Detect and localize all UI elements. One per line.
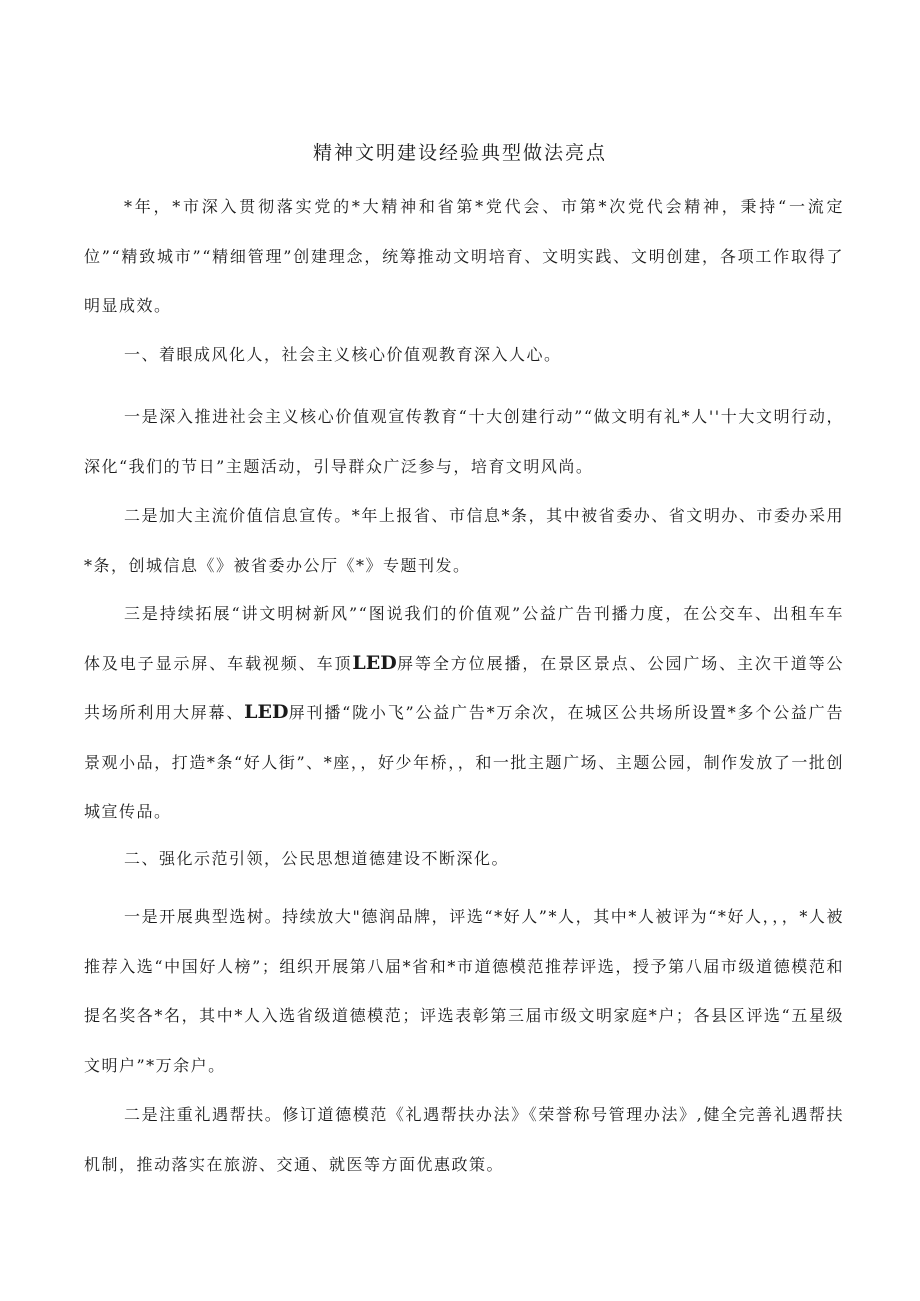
document-title: 精神文明建设经验典型做法亮点 bbox=[312, 142, 607, 164]
led-term: LED bbox=[352, 651, 397, 674]
section-1-item-3-text-a: 三是持续拓展“讲文明树新风”“图说我们的价值观”公益广告刊播力度，在公交车、出租车车体及电子显示屏、车载视频、车顶 bbox=[84, 604, 844, 673]
section-1-heading: 一、着眼成风化人，社会主义核心价值观教育深入人心。 bbox=[124, 345, 562, 364]
section-1-item-3-text-b: 屏等全方位展播，在景区景点、公园广场、主次干道等公共场所利用大屏幕、 bbox=[84, 653, 844, 722]
section-2-heading: 二、强化示范引领，公民思想道德建设不断深化。 bbox=[124, 849, 510, 868]
section-1-item-1: 一是深入推进社会主义核心价值观宣传教育“十大创建行动”“做文明有礼*人''十大文明行动，深化“我们的节日”主题活动，引导群众广泛参与，培育文明风尚。 bbox=[84, 407, 844, 476]
section-1-item-3 bbox=[84, 589, 844, 837]
section-1-item-3-text-c: 屏刊播“陇小飞”公益广告*万余次，在城区公共场所设置*多个公益广告景观小品，打造*条“好人街”、*座，，好少年桥，，和一批主题广场、主题公园，制作发放了一批创城宣传品。 bbox=[84, 703, 844, 821]
section-2-item-2: 二是注重礼遇帮扶。修订道德模范《礼遇帮扶办法》《荣誉称号管理办法》,健全完善礼遇帮扶机制，推动落实在旅游、交通、就医等方面优惠政策。 bbox=[84, 1105, 844, 1174]
intro-paragraph: *年，*市深入贯彻落实党的*大精神和省第*党代会、市第*次党代会精神，秉持“一流定位”“精致城市”“精细管理”创建理念，统筹推动文明培育、文明实践、文明创建，各项工作取得了明显成效。 bbox=[84, 197, 844, 315]
section-1-item-2: 二是加大主流价值信息宣传。*年上报省、市信息*条，其中被省委办、省文明办、市委办采用*条，创城信息《》被省委办公厅《*》专题刊发。 bbox=[84, 506, 844, 575]
section-2-item-1: 一是开展典型选树。持续放大"德润品牌，评选“*好人”*人，其中*人被评为“*好人，，，*人被推荐入选“中国好人榜”；组织开展第八届*省和*市道德模范推荐评选，授予第八届市级道德模范和提名奖各*名，其中*人入选省级道德模范；评选表彰第三届市级文明家庭*户；各县区评选“五星级文明户”*万余户。 bbox=[84, 907, 844, 1075]
led-term: LED bbox=[244, 701, 289, 723]
